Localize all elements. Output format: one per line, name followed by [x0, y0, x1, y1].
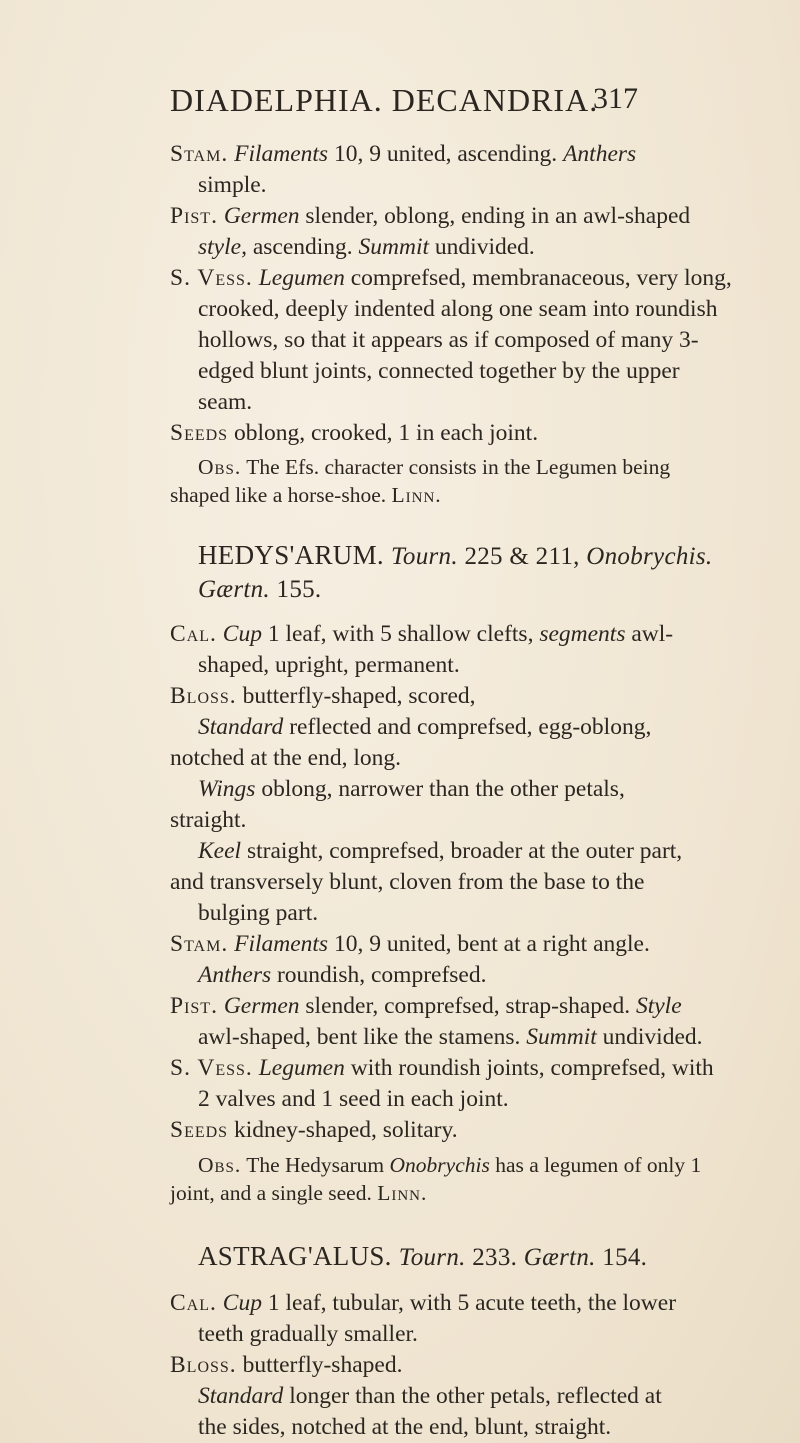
pist-line-1 — [170, 201, 690, 232]
seeds-line: Seeds oblong, crooked, 1 in each joint. — [170, 420, 539, 446]
keel-line-3: bulging part. — [198, 900, 319, 926]
anthers-term: Anthers — [563, 141, 637, 167]
obs-line-2: shaped like a horse-shoe. Linn. — [170, 483, 442, 507]
pist-text: slender, oblong, ending in an awl-shaped — [299, 203, 691, 229]
keel-line-1: Keel straight, comprefsed, broader at the outer part, — [198, 838, 683, 864]
summit-term: Summit — [358, 234, 430, 260]
standard3-line-2: the sides, notched at the end, blunt, straight. — [198, 1414, 612, 1440]
vess-label: S. Vess. — [170, 265, 253, 291]
wings-line-1: Wings oblong, narrower than the other petals, — [198, 776, 625, 802]
vess2-line-1: S. Vess. Legumen with roundish joints, comprefsed, with — [170, 1055, 714, 1081]
stam2-line-2: Anthers roundish, comprefsed. — [198, 962, 487, 988]
vess-line-5: seam. — [198, 389, 253, 415]
stam2-line-1: Stam. Filaments 10, 9 united, bent at a right angle. — [170, 931, 650, 957]
genus-reference-hedysarum: Gærtn. 155. — [198, 576, 322, 603]
vess-line-1: S. Vess. Legumen comprefsed, membranaceous, very long, — [170, 265, 732, 291]
stam-label: Stam. — [170, 141, 229, 167]
standard3-line-1: Standard longer than the other petals, reflected at — [198, 1383, 662, 1409]
obs-label: Obs. — [198, 455, 242, 479]
cal-label: Cal. — [170, 621, 217, 647]
pist2-line-2: awl-shaped, bent like the stamens. Summit undivided. — [198, 1024, 703, 1050]
bloss-line: Bloss. butterfly-shaped, scored, — [170, 683, 476, 709]
obs-line-1: Obs. The Efs. character consists in the Legumen being — [198, 455, 671, 479]
bloss-label: Bloss. — [170, 683, 237, 709]
seeds2-line: Seeds kidney-shaped, solitary. — [170, 1117, 458, 1143]
germen-term: Germen — [223, 203, 300, 229]
genus-heading-astragalus: ASTRAG'ALUS. Tourn. 233. Gærtn. 154. — [198, 1241, 648, 1271]
wings-line-2: straight. — [170, 807, 247, 833]
filaments-term: Filaments — [234, 141, 329, 167]
obs2-line-2: joint, and a single seed. Linn. — [170, 1181, 428, 1205]
bloss3-line: Bloss. butterfly-shaped. — [170, 1352, 403, 1378]
cal3-line-2: teeth gradually smaller. — [198, 1321, 418, 1347]
genus-name: ASTRAG'ALUS. — [198, 1241, 392, 1271]
cal-line-2: shaped, upright, permanent. — [198, 652, 460, 678]
cal-line-1: Cal. Cup 1 leaf, with 5 shallow clefts, segments awl- — [170, 621, 674, 647]
genus-heading-hedysarum: HEDYS'ARUM. Tourn. 225 & 211, Onobrychis. — [198, 540, 713, 570]
stam-text: 10, 9 united, ascending. — [328, 141, 564, 167]
standard-line-2: notched at the end, long. — [170, 745, 402, 771]
linn-citation: Linn. — [391, 483, 442, 507]
standard-line-1: Standard reflected and comprefsed, egg-oblong, — [198, 714, 652, 740]
vess2-line-2: 2 valves and 1 seed in each joint. — [198, 1086, 509, 1112]
pist2-line-1: Pist. Germen slender, comprefsed, strap-shaped. Style — [170, 993, 682, 1019]
running-header: DIADELPHIA. DECANDRIA. — [170, 82, 599, 118]
genus-name: HEDYS'ARUM. — [198, 540, 384, 570]
seeds-label: Seeds — [170, 420, 229, 446]
vess-line-3: hollows, so that it appears as if composed of many 3- — [198, 327, 699, 353]
vess-line-2: crooked, deeply indented along one seam into roundish — [198, 296, 718, 322]
cal3-line-1: Cal. Cup 1 leaf, tubular, with 5 acute teeth, the lower — [170, 1290, 677, 1316]
keel-line-2: and transversely blunt, cloven from the base to the — [170, 869, 645, 895]
style-term: style, — [198, 234, 247, 260]
vess-line-4: edged blunt joints, connected together by the upper — [198, 358, 680, 384]
pist-label: Pist. — [170, 203, 218, 229]
obs2-line-1: Obs. The Hedysarum Onobrychis has a legumen of only 1 — [198, 1153, 702, 1177]
stam-line-2: simple. — [198, 172, 267, 198]
pist-line-2: style, ascending. Summit undivided. — [198, 234, 535, 260]
legumen-term: Legumen — [258, 265, 345, 291]
stam-line-1 — [170, 139, 636, 170]
page-number: 317 — [593, 82, 638, 115]
